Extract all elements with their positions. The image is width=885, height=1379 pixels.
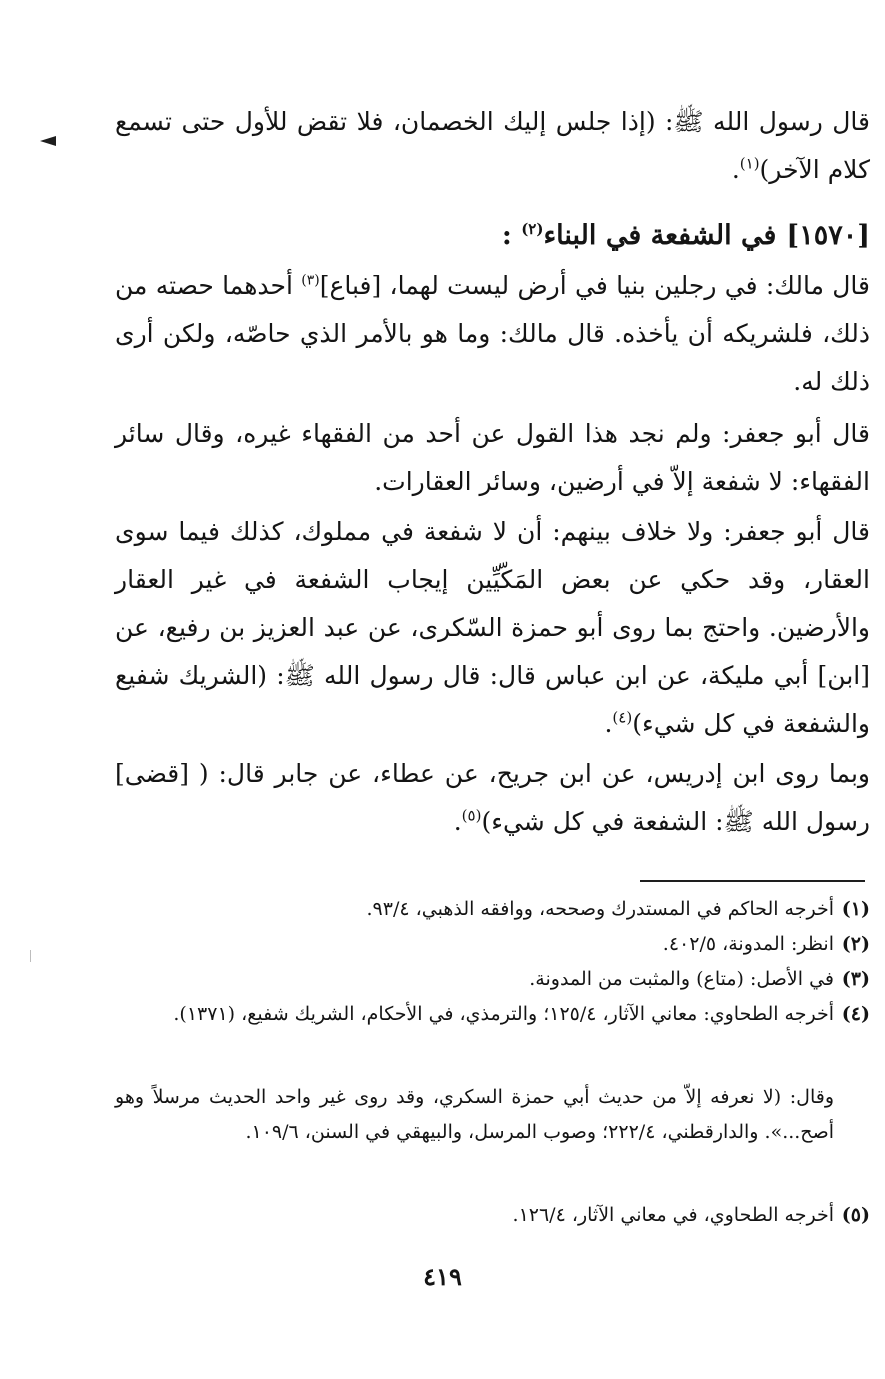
section-title: في الشفعة في البناء (543, 220, 777, 251)
footnote-ref-3[interactable]: (٣) (301, 272, 320, 289)
footnote-5-block (115, 1198, 870, 1233)
page-number: ٤١٩ (423, 1262, 462, 1291)
footnotes (115, 892, 870, 1032)
footnote-ref-2[interactable]: (٢) (521, 220, 544, 238)
paragraph-text: قال رسول الله ﷺ: (إذا جلس إليك الخصمان، فلا تقض للأول حتى تسمع كلام الآخر) (115, 107, 870, 184)
section-number: [١٥٧٠] (786, 220, 870, 251)
footnote-3: (٣) في الأصل: (متاع) والمثبت من المدونة. (529, 968, 870, 990)
paragraph-abu-jafar-2: قال أبو جعفر: ولا خلاف بينهم: أن لا شفعة في مملوك، كذلك فيما سوى العقار، وقد حكي عن بعض المَكّيِّين إيجاب الشفعة في غير العقار والأرضين. واحتج بما روى أبو حمزة السّكرى، عن عبد العزيز بن رفيع، عن [ابن] أبي مليكة، عن ابن عباس قال: قال رسول الله ﷺ: (الشريك شفيع والشفعة في كل شيء)$^{(٤)}$. (115, 517, 870, 738)
footnote-ref-4[interactable]: (٤) (612, 708, 633, 727)
scan-speck (30, 950, 31, 962)
footnote-ref-1[interactable]: (١) (739, 154, 760, 173)
paragraph-hadith-khasman: قال رسول الله ﷺ: (إذا جلس إليك الخصمان، فلا تقض للأول حتى تسمع كلام الآخر)$^{(١)}$. (115, 107, 870, 184)
footnote-5: (٥) أخرجه الطحاوي، في معاني الآثار، ١٢٦/٤. (512, 1204, 870, 1226)
paragraph-ibn-idris: وبما روى ابن إدريس، عن ابن جريح، عن عطاء، عن جابر قال: ( [قضى] رسول الله ﷺ: الشفعة في كل شيء)$^{(٥)}$. (115, 759, 870, 836)
footnote-separator (640, 880, 865, 882)
footnote-2: (٢) انظر: المدونة، ٤٠٢/٥. (662, 933, 870, 955)
footnote-4: (٤) أخرجه الطحاوي: معاني الآثار، ١٢٥/٤؛ والترمذي، في الأحكام، الشريك شفيع، (١٣٧١). (173, 1003, 870, 1025)
section-heading: [١٥٧٠]في الشفعة في البناء$^{(٢)}$ : (501, 220, 870, 251)
paragraph-malik: قال مالك: في رجلين بنيا في أرض ليست لهما، [فباع]$^{(٣)}$ أحدهما حصته من ذلك، فلشريكه أن يأخذه. قال مالك: وما هو بالأمر الذي حاصّه، ولكن أرى ذلك له. (115, 271, 871, 396)
paragraph-abu-jafar-1: قال أبو جعفر: ولم نجد هذا القول عن أحد من الفقهاء غيره، وقال سائر الفقهاء: لا شفعة إلاّ في أرضين، وسائر العقارات. (115, 419, 870, 496)
footnote-1: (١) أخرجه الحاكم في المستدرك وصححه، ووافقه الذهبي، ٩٣/٤. (366, 898, 870, 920)
margin-arrow-icon (40, 136, 56, 146)
footnote-4-continuation: وقال: (لا نعرفه إلاّ من حديث أبي حمزة السكري، وقد روى غير واحد الحديث مرسلاً وهو أصح...». والدارقطني، ٢٢٢/٤؛ وصوب المرسل، والبيهقي في السنن، ١٠٩/٦. (115, 1086, 834, 1143)
footnote-ref-5[interactable]: (٥) (461, 806, 482, 825)
